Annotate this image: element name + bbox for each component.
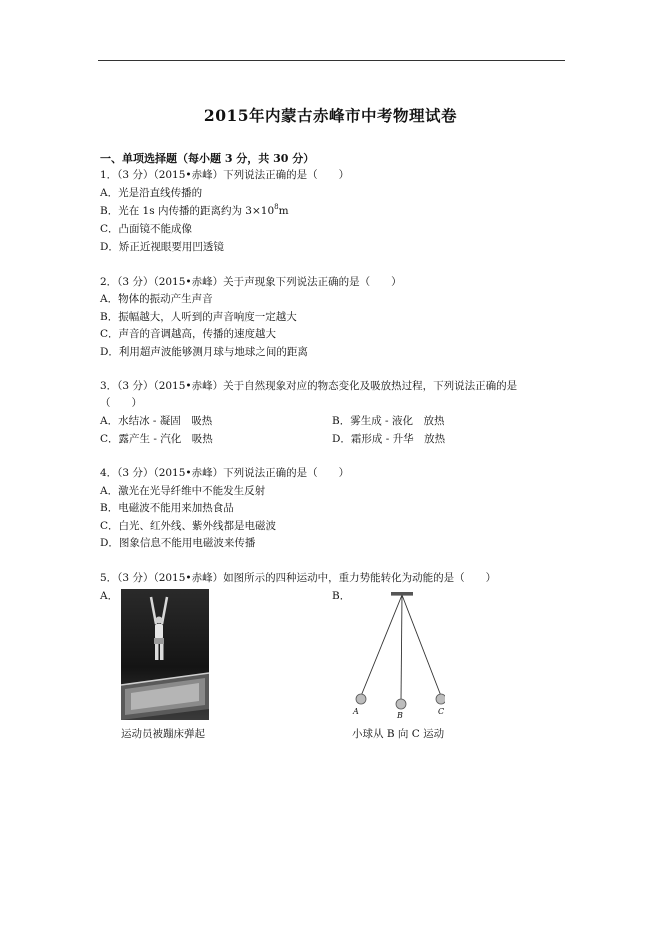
trampoline-photo — [121, 589, 209, 720]
ball-b-label: B — [397, 711, 403, 720]
question-4-stem: 4．（3 分）（2015•赤峰）下列说法正确的是（ ） — [100, 467, 350, 479]
question-3-stem: 3．（3 分）（2015•赤峰）关于自然现象对应的物态变化及吸放热过程，下列说法正确的是 — [100, 380, 518, 392]
question-3-stem-cont: （ ） — [100, 397, 142, 409]
exponent: 8 — [274, 202, 279, 211]
question-1-option-d: D．矫正近视眼要用凹透镜 — [100, 241, 224, 253]
section-heading: 一、单项选择题（每小题 3 分，共 30 分） — [100, 152, 315, 165]
question-2-option-b: B．振幅越大，人听到的声音响度一定越大 — [100, 311, 297, 323]
pendulum-caption: 小球从 B 向 C 运动 — [352, 728, 445, 740]
page-title: 2015年内蒙古赤峰市中考物理试卷 — [203, 106, 458, 125]
question-2-stem: 2．（3 分）（2015•赤峰）关于声现象下列说法正确的是（ ） — [100, 276, 402, 288]
pendulum-figure — [345, 589, 445, 719]
question-5-stem: 5．（3 分）（2015•赤峰）如图所示的四种运动中，重力势能转化为动能的是（ ） — [100, 572, 497, 584]
question-5-option-a-label: A． — [100, 590, 119, 602]
question-1-option-b — [100, 204, 289, 218]
ball-c-label: C — [438, 707, 445, 716]
unit: m — [278, 205, 289, 217]
ball-a-label: A — [353, 707, 359, 716]
question-2-option-a: A．物体的振动产生声音 — [100, 293, 213, 305]
header-rule — [98, 60, 565, 61]
question-2-option-d: D．利用超声波能够测月球与地球之间的距离 — [100, 346, 308, 358]
question-3-option-d: D．霜形成 - 升华 放热 — [332, 433, 446, 445]
question-3-option-a: A．水结冰 - 凝固 吸热 — [100, 415, 213, 427]
question-1-stem: 1．（3 分）（2015•赤峰）下列说法正确的是（ ） — [100, 169, 350, 181]
question-4-option-d: D．图象信息不能用电磁波来传播 — [100, 537, 256, 549]
question-1-option-c: C．凸面镜不能成像 — [100, 223, 193, 235]
trampoline-illustration — [121, 589, 209, 720]
question-3-option-c: C．露产生 - 汽化 吸热 — [100, 433, 213, 445]
question-1-option-a: A．光是沿直线传播的 — [100, 187, 203, 199]
question-5-option-b-label: B． — [332, 590, 351, 602]
trampoline-caption: 运动员被蹦床弹起 — [121, 728, 205, 740]
question-4-option-a: A．激光在光导纤维中不能发生反射 — [100, 485, 266, 497]
question-4-option-b: B．电磁波不能用来加热食品 — [100, 502, 234, 514]
question-4-option-c: C．白光、红外线、紫外线都是电磁波 — [100, 520, 277, 532]
question-2-option-c: C．声音的音调越高，传播的速度越大 — [100, 328, 277, 340]
pendulum-illustration — [345, 589, 445, 719]
question-3-option-b: B．雾生成 - 液化 放热 — [332, 415, 445, 427]
option-b-text: B．光在 1s 内传播的距离约为 3×10 — [100, 205, 275, 217]
